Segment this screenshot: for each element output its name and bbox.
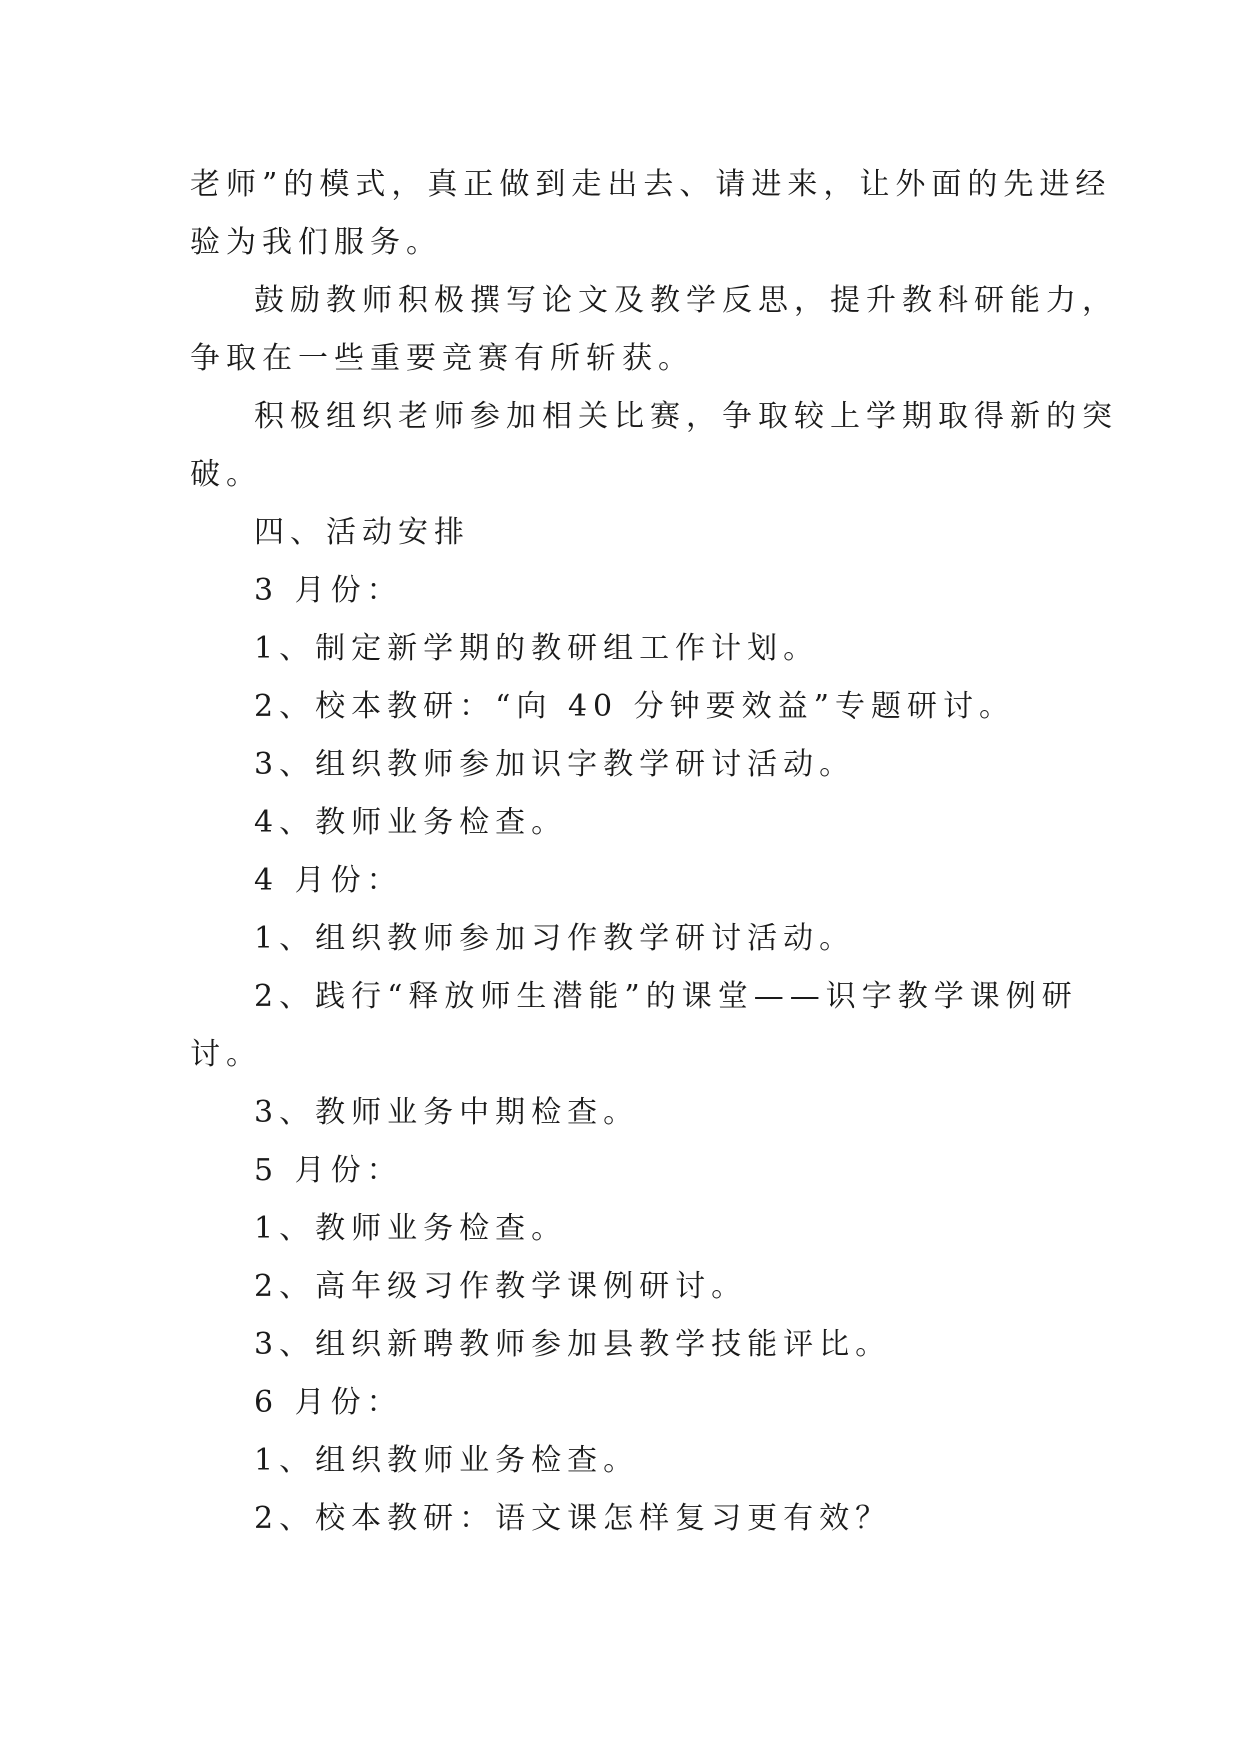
month-heading: 6 月份： (254, 1385, 403, 1420)
list-item: 1、组织教师业务检查。 (254, 1443, 640, 1478)
list-item: 1、组织教师参加习作教学研讨活动。 (254, 921, 856, 956)
body-line: 破。 (190, 457, 262, 492)
body-line: 验为我们服务。 (190, 225, 442, 260)
list-item: 4、教师业务检查。 (254, 805, 568, 840)
list-item: 3、组织新聘教师参加县教学技能评比。 (254, 1327, 892, 1362)
list-item: 2、校本教研：“向 40 分钟要效益”专题研讨。 (254, 689, 1016, 724)
month-heading: 4 月份： (254, 863, 403, 898)
list-item: 2、践行“释放师生潜能”的课堂——识字教学课例研 (254, 979, 1078, 1014)
list-item: 2、高年级习作教学课例研讨。 (254, 1269, 748, 1304)
list-item: 3、教师业务中期检查。 (254, 1095, 640, 1130)
list-item: 1、教师业务检查。 (254, 1211, 568, 1246)
body-line: 争取在一些重要竞赛有所斩获。 (190, 341, 694, 376)
body-line: 积极组织老师参加相关比赛，争取较上学期取得新的突 (254, 399, 1118, 434)
list-item-continued: 讨。 (190, 1037, 262, 1072)
list-item: 3、组织教师参加识字教学研讨活动。 (254, 747, 856, 782)
month-heading: 5 月份： (254, 1153, 403, 1188)
body-line: 老师”的模式，真正做到走出去、请进来，让外面的先进经 (190, 167, 1112, 202)
list-item: 2、校本教研：语文课怎样复习更有效？ (254, 1501, 892, 1536)
month-heading: 3 月份： (254, 573, 403, 608)
list-item: 1、制定新学期的教研组工作计划。 (254, 631, 820, 666)
section-heading: 四、活动安排 (254, 515, 470, 550)
body-line: 鼓励教师积极撰写论文及教学反思，提升教科研能力， (254, 283, 1118, 318)
